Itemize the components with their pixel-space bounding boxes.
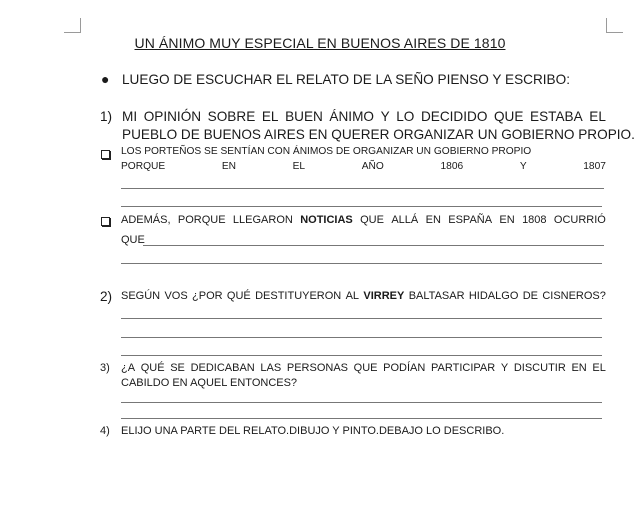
word: AÑO [361,161,384,172]
top-left-corner-mark [64,18,81,33]
word: EN [571,362,587,374]
q2-line-1 [121,290,606,302]
word: 1807 [583,161,606,172]
answer-line[interactable] [121,337,602,338]
q3-line-1 [121,362,606,374]
word: ALLÁ [391,214,419,226]
word: EN [425,214,441,226]
answer-line[interactable] [121,263,602,264]
word: PODÍAN [383,362,426,374]
word: 1806 [440,161,464,172]
answer-line[interactable] [121,355,602,356]
word: Y [519,161,527,172]
word: ADEMÁS, [121,214,171,226]
word: BUEN [285,109,323,124]
top-right-corner-mark [606,18,623,33]
word: SEGÚN [121,290,161,302]
word: EL [292,161,306,172]
word: DISCUTIR [513,362,566,374]
word: VIRREY [363,290,405,302]
q1-bullet-b-line-1 [121,214,606,226]
word: DE [522,290,538,302]
answer-line[interactable] [121,318,602,319]
word: Y [380,109,390,124]
word: OCURRIÓ [553,214,606,226]
word: EN [499,214,515,226]
q1-line-1 [122,109,606,124]
word: PORQUE [121,161,166,172]
word: EL [592,362,606,374]
word: OPINIÓN [143,109,202,124]
word: AL [345,290,360,302]
q3-number: 3) [100,362,110,374]
word: ESTABA [530,109,583,124]
checkbox-icon[interactable] [101,150,110,159]
word: NOTICIAS [300,214,353,226]
word: CISNEROS? [542,290,606,302]
word: ÁNIMO [329,109,374,124]
word: PORQUE [177,214,226,226]
word: ¿A [121,362,136,374]
word: SE [170,362,185,374]
intro-bullet-icon: ● [101,71,110,87]
word: 1808 [522,214,547,226]
word: QUE [360,214,384,226]
word: LLEGARON [232,214,293,226]
word: SOBRE [207,109,256,124]
word: LAS [260,362,282,374]
word: QUE [493,109,524,124]
answer-line[interactable] [121,206,602,207]
q4-text: ELIJO UNA PARTE DEL RELATO.DIBUJO Y PINTO.DEBAJO LO DESCRIBO. [121,425,505,437]
word: EN [221,161,236,172]
q1-bullet-b-line-2: QUE [121,234,145,246]
q1-number: 1) [100,109,113,124]
answer-line[interactable] [143,245,604,246]
intro-text: LUEGO DE ESCUCHAR EL RELATO DE LA SEÑO PIENSO Y ESCRIBO: [122,72,570,87]
word: EL [589,109,606,124]
q4-number: 4) [100,425,110,437]
word: DEDICABAN [190,362,255,374]
word: DECIDIDO [420,109,488,124]
answer-line[interactable] [121,418,602,419]
answer-line[interactable] [121,402,602,403]
q1-bullet-a-line-2 [121,161,606,172]
word: EL [261,109,279,124]
word: ¿POR [192,290,223,302]
word: PARTICIPAR [431,362,496,374]
answer-line[interactable] [121,188,604,189]
q3-line-2: CABILDO EN AQUEL ENTONCES? [121,377,298,389]
word: DESTITUYERON [255,290,342,302]
word: QUÉ [140,362,165,374]
word: Y [500,362,509,374]
word: HIDALGO [468,290,519,302]
word: LO [396,109,415,124]
q1-bullet-a-line-1: LOS PORTEÑOS SE SENTÍAN CON ÁNIMOS DE ORGANIZAR UN GOBIERNO PROPIO [121,146,532,157]
word: ESPAÑA [448,214,493,226]
q1-line-2: PUEBLO DE BUENOS AIRES EN QUERER ORGANIZAR UN GOBIERNO PROPIO. [122,127,635,142]
q2-number: 2) [100,289,113,304]
word: PERSONAS [286,362,348,374]
word: BALTASAR [408,290,465,302]
word: MI [122,109,138,124]
worksheet-title: UN ÁNIMO MUY ESPECIAL EN BUENOS AIRES DE 1810 [134,35,506,51]
word: VOS [164,290,188,302]
checkbox-icon[interactable] [101,217,110,226]
word: QUÉ [226,290,251,302]
word: QUE [353,362,378,374]
